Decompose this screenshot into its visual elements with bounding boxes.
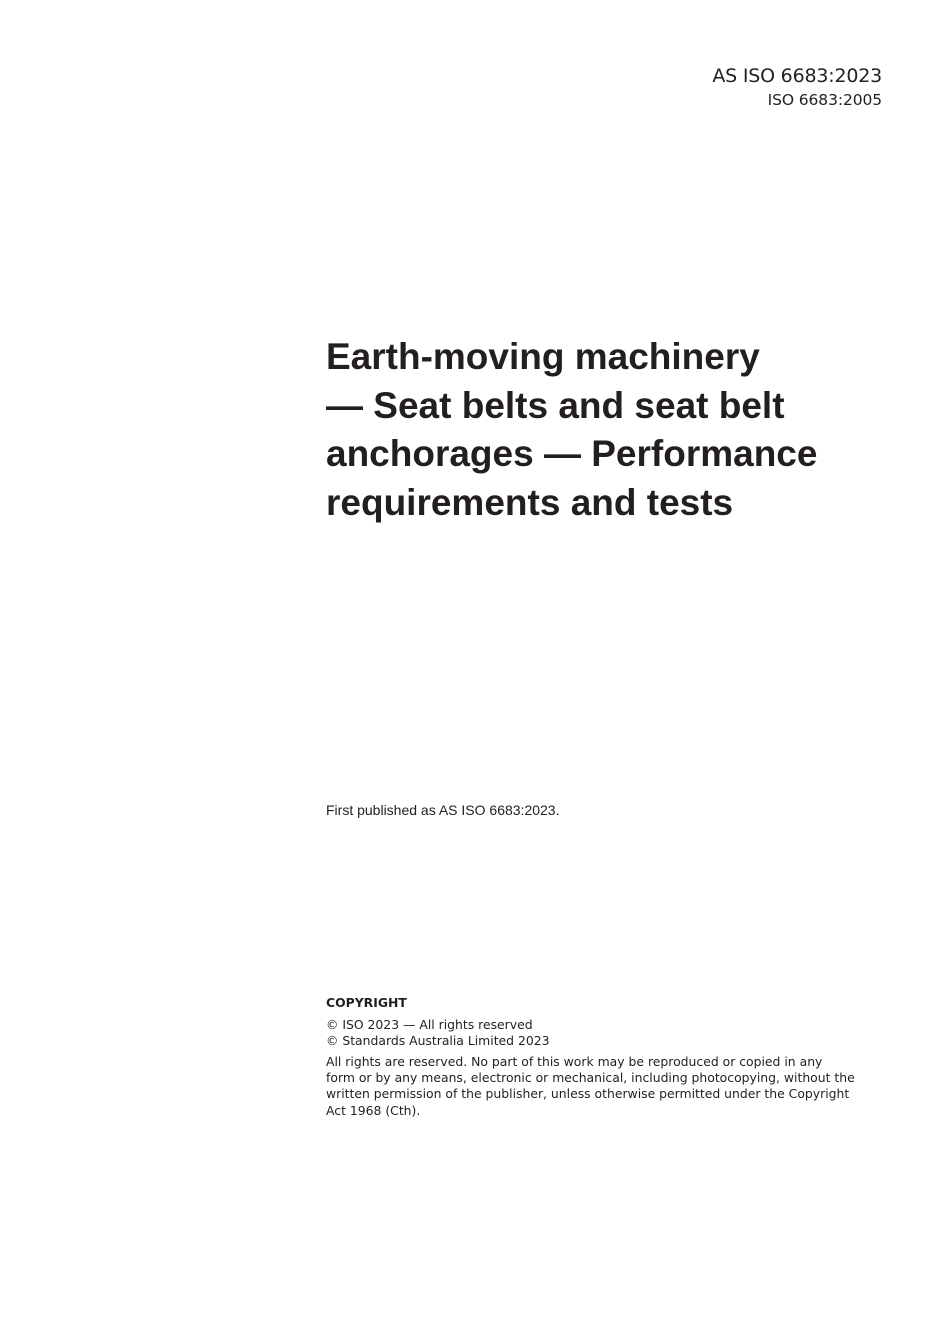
title-line: Earth-moving machinery — [326, 336, 760, 377]
first-published-note: First published as AS ISO 6683:2023. — [326, 802, 560, 818]
rights-statement-line: Act 1968 (Cth). — [326, 1102, 421, 1118]
copyright-notice: © Standards Australia Limited 2023 — [326, 1033, 550, 1048]
secondary-designation: ISO 6683:2005 — [767, 91, 882, 109]
title-line: anchorages — Performance — [326, 433, 818, 474]
copyright-notice: © ISO 2023 — All rights reserved — [326, 1017, 533, 1032]
primary-designation: AS ISO 6683:2023 — [712, 65, 882, 87]
copyright-heading: COPYRIGHT — [326, 995, 407, 1010]
rights-statement-line: written permission of the publisher, unless otherwise permitted under the Copyright — [326, 1086, 850, 1102]
copyright-notices — [326, 1017, 866, 1049]
rights-statement-line: All rights are reserved. No part of this work may be reproduced or copied in any — [326, 1054, 823, 1069]
rights-statement-line: form or by any means, electronic or mechanical, including photocopying, without the — [326, 1070, 855, 1086]
rights-statement — [326, 1054, 866, 1119]
title-line: requirements and tests — [326, 481, 734, 523]
copyright-block — [326, 995, 866, 1119]
standard-designation — [712, 62, 882, 110]
title-line: — Seat belts and seat belt — [326, 384, 785, 426]
document-title — [326, 333, 886, 527]
